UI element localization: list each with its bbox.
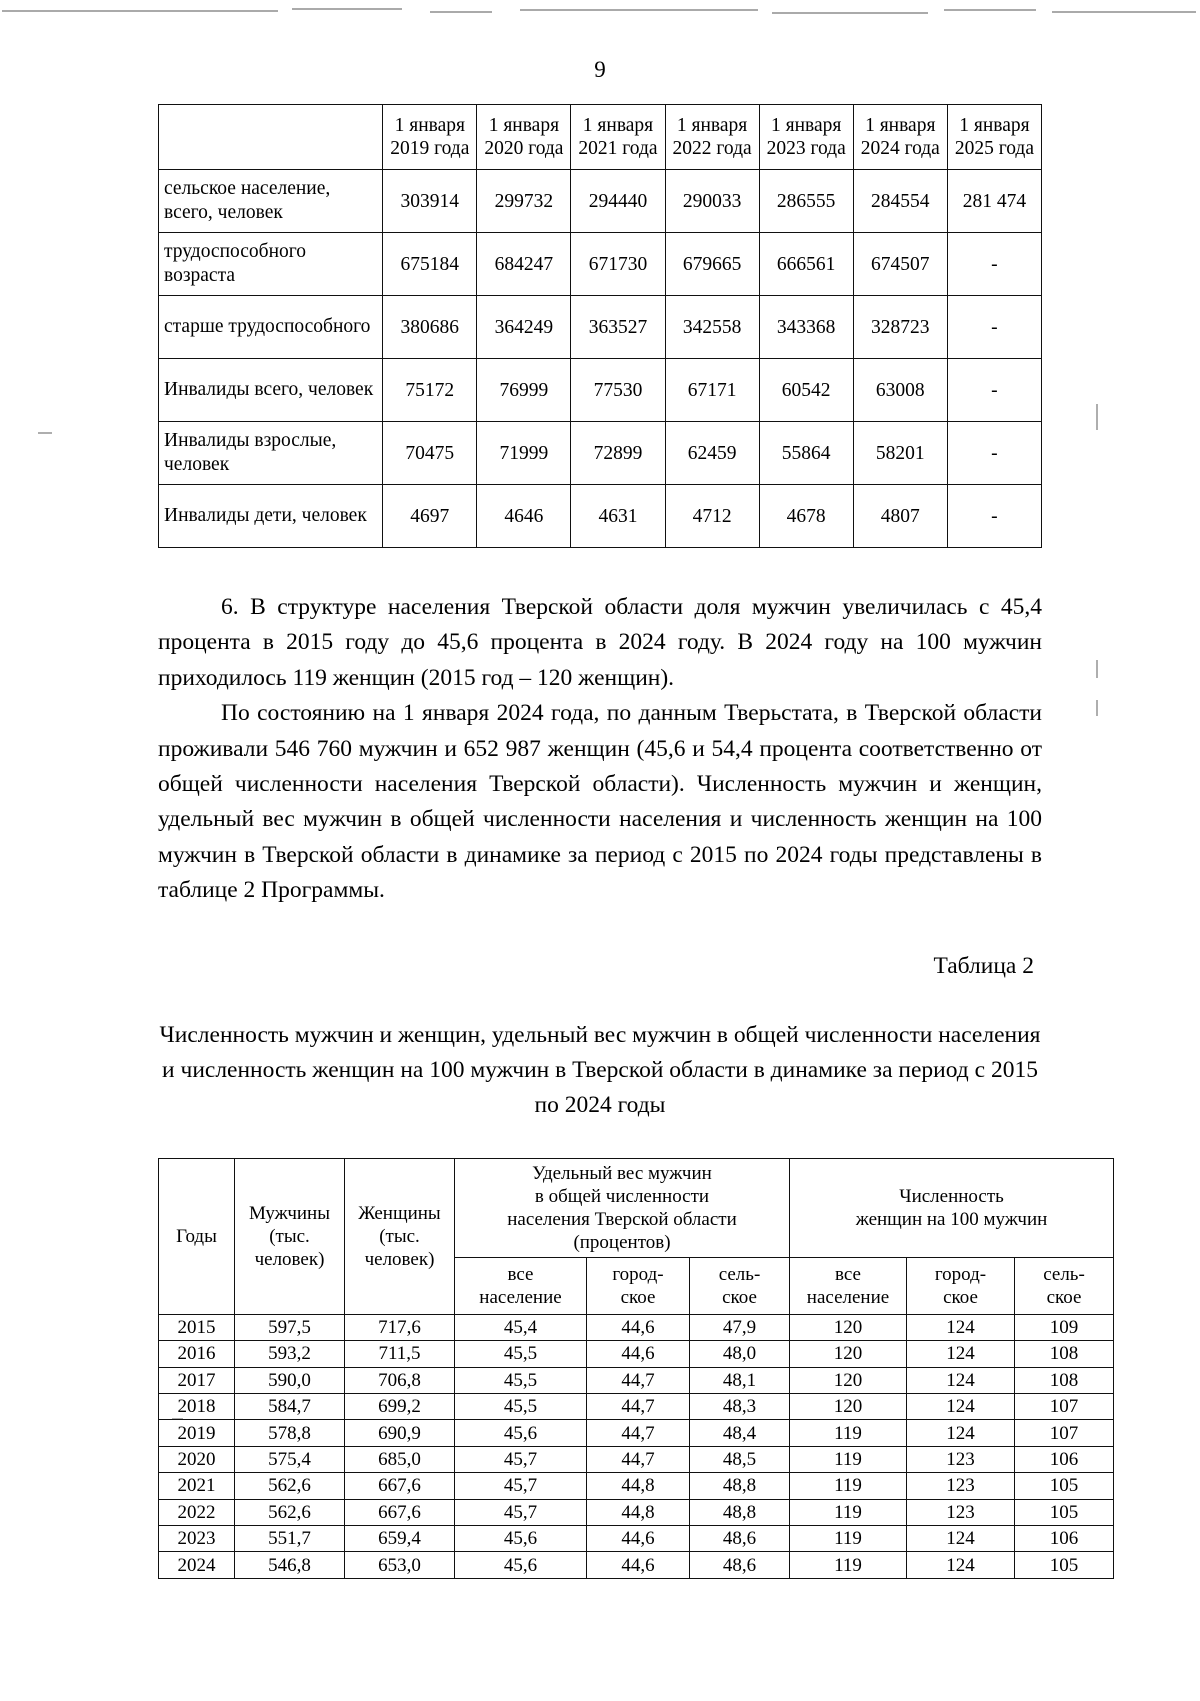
table2-cell-share-urban: 44,8 bbox=[587, 1499, 690, 1525]
table2-cell-per100-rural: 106 bbox=[1015, 1446, 1114, 1472]
table2-cell-per100-urban: 124 bbox=[907, 1341, 1015, 1367]
table1-col-2020 bbox=[477, 105, 571, 170]
table2-sub-per100-urban bbox=[907, 1257, 1015, 1314]
table1-row-label: Инвалиды всего, человек bbox=[159, 359, 383, 422]
table2-cell-per100-rural: 108 bbox=[1015, 1341, 1114, 1367]
table1-col-2019-line2: 2019 года bbox=[390, 138, 470, 159]
table2-cell-per100-all: 119 bbox=[790, 1526, 907, 1552]
table2-col-women bbox=[345, 1158, 455, 1314]
table1-cell: 70475 bbox=[383, 422, 477, 485]
table2-col-men-line2: (тыс. bbox=[269, 1225, 310, 1247]
table2-cell-share-urban: 44,6 bbox=[587, 1552, 690, 1578]
table2-cell-per100-rural: 105 bbox=[1015, 1552, 1114, 1578]
table1-cell: 67171 bbox=[665, 359, 759, 422]
table2-cell-per100-rural: 109 bbox=[1015, 1314, 1114, 1340]
table2-cell-per100-urban: 123 bbox=[907, 1473, 1015, 1499]
table1-cell: 364249 bbox=[477, 296, 571, 359]
table2-cell-per100-rural: 108 bbox=[1015, 1367, 1114, 1393]
table2-cell-share-all: 45,4 bbox=[455, 1314, 587, 1340]
table-row bbox=[159, 1526, 1114, 1552]
table2-cell-men: 562,6 bbox=[235, 1499, 345, 1525]
table1-row-label: Инвалиды взрослые, человек bbox=[159, 422, 383, 485]
table2-cell-women: 667,6 bbox=[345, 1499, 455, 1525]
table2-sub-per100-rural bbox=[1015, 1257, 1114, 1314]
table1-cell: 363527 bbox=[571, 296, 665, 359]
table2-cell-per100-urban: 124 bbox=[907, 1367, 1015, 1393]
table2-cell-women: 659,4 bbox=[345, 1526, 455, 1552]
table2-cell-men: 590,0 bbox=[235, 1367, 345, 1393]
table1-cell: 281 474 bbox=[947, 170, 1041, 233]
table-row bbox=[159, 422, 1042, 485]
table1-col-2023-line1: 1 января bbox=[770, 114, 842, 136]
table2-cell-per100-urban: 124 bbox=[907, 1526, 1015, 1552]
table2-sub-share-rural-line1: сель- bbox=[718, 1263, 761, 1285]
table1-cell: 343368 bbox=[759, 296, 853, 359]
table2-cell-share-all: 45,5 bbox=[455, 1341, 587, 1367]
table1-col-2025-line2: 2025 года bbox=[954, 138, 1034, 159]
table2-cell-per100-all: 119 bbox=[790, 1499, 907, 1525]
table-row bbox=[159, 1446, 1114, 1472]
table2-cell-per100-all: 120 bbox=[790, 1367, 907, 1393]
table1-cell: 675184 bbox=[383, 233, 477, 296]
table-row bbox=[159, 170, 1042, 233]
table2-cell-share-all: 45,6 bbox=[455, 1552, 587, 1578]
table1-col-2021-line2: 2021 года bbox=[578, 138, 658, 159]
table1-cell: - bbox=[947, 233, 1041, 296]
table2-sub-share-urban-line2: ское bbox=[620, 1286, 656, 1308]
table2-sub-share-all-line2: население bbox=[479, 1286, 562, 1308]
table1-col-2023-line2: 2023 года bbox=[766, 138, 846, 159]
table1-cell: 286555 bbox=[759, 170, 853, 233]
table2-group-share-line1: Удельный вес мужчин bbox=[532, 1162, 712, 1184]
table-row bbox=[159, 485, 1042, 548]
table1-header-row bbox=[159, 105, 1042, 170]
table1-cell: 55864 bbox=[759, 422, 853, 485]
table-row bbox=[159, 1420, 1114, 1446]
table2-cell-share-rural: 48,0 bbox=[690, 1341, 790, 1367]
table-row bbox=[159, 1367, 1114, 1393]
table-row bbox=[159, 233, 1042, 296]
table2-header-row-group bbox=[159, 1158, 1114, 1257]
table2-cell-women: 653,0 bbox=[345, 1552, 455, 1578]
table2-cell-share-all: 45,6 bbox=[455, 1526, 587, 1552]
table1-cell: - bbox=[947, 485, 1041, 548]
table2-cell-share-rural: 48,6 bbox=[690, 1552, 790, 1578]
table2-group-share-line3: населения Тверской области bbox=[507, 1208, 737, 1230]
table2-cell-per100-urban: 124 bbox=[907, 1552, 1015, 1578]
table2-sub-share-rural bbox=[690, 1257, 790, 1314]
table2-cell-per100-rural: 105 bbox=[1015, 1473, 1114, 1499]
table1-col-2024-line2: 2024 года bbox=[860, 138, 940, 159]
table-row bbox=[159, 296, 1042, 359]
table2-cell-share-rural: 48,8 bbox=[690, 1499, 790, 1525]
table1-cell: - bbox=[947, 296, 1041, 359]
table1-col-2021-line1: 1 января bbox=[582, 114, 654, 136]
table1-cell: - bbox=[947, 422, 1041, 485]
table2-cell-per100-urban: 124 bbox=[907, 1420, 1015, 1446]
table2-cell-year: 2018 bbox=[159, 1394, 235, 1420]
table1-row-label: сельское население, всего, человек bbox=[159, 170, 383, 233]
table1-cell: 674507 bbox=[853, 233, 947, 296]
table1-cell: 71999 bbox=[477, 422, 571, 485]
table1-col-2025 bbox=[947, 105, 1041, 170]
table-row bbox=[159, 359, 1042, 422]
table2-cell-share-rural: 47,9 bbox=[690, 1314, 790, 1340]
table1-cell: 4631 bbox=[571, 485, 665, 548]
table1-cell: 58201 bbox=[853, 422, 947, 485]
table1-col-2019 bbox=[383, 105, 477, 170]
table1-cell: 63008 bbox=[853, 359, 947, 422]
table2-cell-year: 2016 bbox=[159, 1341, 235, 1367]
table1-cell: 60542 bbox=[759, 359, 853, 422]
table2-cell-women: 717,6 bbox=[345, 1314, 455, 1340]
table2-cell-women: 690,9 bbox=[345, 1420, 455, 1446]
table1-col-2025-line1: 1 января bbox=[959, 114, 1030, 136]
table2-cell-per100-all: 120 bbox=[790, 1341, 907, 1367]
table-row bbox=[159, 1314, 1114, 1340]
table2-cell-per100-all: 120 bbox=[790, 1394, 907, 1420]
table2-cell-share-urban: 44,6 bbox=[587, 1314, 690, 1340]
table2-group-share bbox=[455, 1158, 790, 1257]
table2-group-per100-line1: Численность bbox=[899, 1185, 1004, 1207]
table1-row-label: Инвалиды дети, человек bbox=[159, 485, 383, 548]
table2-cell-share-urban: 44,6 bbox=[587, 1526, 690, 1552]
table2-col-women-line3: человек) bbox=[364, 1248, 435, 1270]
table2-cell-men: 593,2 bbox=[235, 1341, 345, 1367]
table2-cell-share-rural: 48,3 bbox=[690, 1394, 790, 1420]
table2-col-men bbox=[235, 1158, 345, 1314]
table1-cell: 72899 bbox=[571, 422, 665, 485]
table2-cell-share-rural: 48,6 bbox=[690, 1526, 790, 1552]
table2-col-women-line1: Женщины bbox=[358, 1202, 441, 1224]
table2-col-men-line3: человек) bbox=[254, 1248, 325, 1270]
table2-cell-women: 667,6 bbox=[345, 1473, 455, 1499]
table2-sub-share-urban bbox=[587, 1257, 690, 1314]
table2-sub-share-urban-line1: город- bbox=[612, 1263, 664, 1285]
body-text bbox=[158, 590, 1042, 909]
table2-cell-share-urban: 44,6 bbox=[587, 1341, 690, 1367]
table2-cell-share-rural: 48,1 bbox=[690, 1367, 790, 1393]
table2-col-women-line2: (тыс. bbox=[379, 1225, 420, 1247]
table2-cell-per100-rural: 107 bbox=[1015, 1394, 1114, 1420]
table2-cell-men: 575,4 bbox=[235, 1446, 345, 1472]
table1-cell: 62459 bbox=[665, 422, 759, 485]
table1-header bbox=[159, 105, 1042, 170]
table2-cell-share-rural: 48,5 bbox=[690, 1446, 790, 1472]
table2-cell-per100-rural: 105 bbox=[1015, 1499, 1114, 1525]
table-row bbox=[159, 1473, 1114, 1499]
table1-cell: 303914 bbox=[383, 170, 477, 233]
table2-label: Таблица 2 bbox=[933, 952, 1034, 979]
table2-group-per100-line2: женщин на 100 мужчин bbox=[855, 1208, 1048, 1230]
table2-cell-per100-all: 120 bbox=[790, 1314, 907, 1340]
table2-cell-share-all: 45,7 bbox=[455, 1499, 587, 1525]
table2-cell-year: 2022 bbox=[159, 1499, 235, 1525]
table2-cell-men: 578,8 bbox=[235, 1420, 345, 1446]
table1-col-2021 bbox=[571, 105, 665, 170]
table1-row-label: трудоспособного возраста bbox=[159, 233, 383, 296]
table2-cell-year: 2024 bbox=[159, 1552, 235, 1578]
table1-cell: 299732 bbox=[477, 170, 571, 233]
table2-sub-per100-all bbox=[790, 1257, 907, 1314]
table2-sub-share-all-line1: все bbox=[507, 1263, 534, 1285]
table2-cell-per100-all: 119 bbox=[790, 1446, 907, 1472]
table1-col-2020-line2: 2020 года bbox=[484, 138, 564, 159]
paragraph-6: 6. В структуре населения Тверской области доля мужчин увеличилась с 45,4 процента в 2015 году до 45,6 процента в 2024 году. В 2024 году на 100 мужчин приходилось 119 женщин (2015 год – 120 женщин). bbox=[158, 594, 1042, 691]
table2-cell-share-urban: 44,8 bbox=[587, 1473, 690, 1499]
table2-cell-year: 2017 bbox=[159, 1367, 235, 1393]
table1-cell: 75172 bbox=[383, 359, 477, 422]
table2-cell-share-urban: 44,7 bbox=[587, 1394, 690, 1420]
table2-title: Численность мужчин и женщин, удельный вес мужчин в общей численности населения и численность женщин на 100 мужчин в Тверской области в динамике за период с 2015 по 2024 годы bbox=[159, 1021, 1041, 1119]
table1-cell: 328723 bbox=[853, 296, 947, 359]
table1-cell: 342558 bbox=[665, 296, 759, 359]
table1-col-2022-line2: 2022 года bbox=[672, 138, 752, 159]
table2-cell-per100-rural: 106 bbox=[1015, 1526, 1114, 1552]
table2-cell-men: 551,7 bbox=[235, 1526, 345, 1552]
table1-col-2024 bbox=[853, 105, 947, 170]
table-men-women-dynamics bbox=[158, 1158, 1114, 1579]
table1-cell: 4807 bbox=[853, 485, 947, 548]
paragraph-7: По состоянию на 1 января 2024 года, по данным Тверьстата, в Тверской области проживали 546 760 мужчин и 652 987 женщин (45,6 и 54,4 процента соответственно от общей численности населения Тверской области). Численность мужчин и женщин, удельный вес мужчин в общей численности населения и численность женщин на 100 мужчин в Тверской области в динамике за период с 2015 по 2024 годы представлены в таблице 2 Программы. bbox=[158, 700, 1042, 904]
table1-cell: 4678 bbox=[759, 485, 853, 548]
table2-wrapper bbox=[158, 1158, 1085, 1579]
table2-sub-per100-rural-line2: ское bbox=[1046, 1286, 1082, 1308]
table1-col-2022-line1: 1 января bbox=[676, 114, 748, 136]
table1-cell: 666561 bbox=[759, 233, 853, 296]
table1-cell: 77530 bbox=[571, 359, 665, 422]
table2-cell-share-all: 45,5 bbox=[455, 1367, 587, 1393]
table2-cell-year: 2021 bbox=[159, 1473, 235, 1499]
table2-group-share-line2: в общей численности bbox=[534, 1185, 710, 1207]
table2-cell-per100-urban: 124 bbox=[907, 1394, 1015, 1420]
table2-cell-women: 706,8 bbox=[345, 1367, 455, 1393]
table2-cell-year: 2019 bbox=[159, 1420, 235, 1446]
table2-header bbox=[159, 1158, 1114, 1314]
table2-cell-per100-all: 119 bbox=[790, 1552, 907, 1578]
table2-cell-per100-urban: 124 bbox=[907, 1314, 1015, 1340]
table2-cell-share-all: 45,5 bbox=[455, 1394, 587, 1420]
table2-cell-share-all: 45,7 bbox=[455, 1446, 587, 1472]
table2-cell-per100-all: 119 bbox=[790, 1473, 907, 1499]
table-row bbox=[159, 1552, 1114, 1578]
table1-cell: 4697 bbox=[383, 485, 477, 548]
table1-col-2019-line1: 1 января bbox=[394, 114, 465, 136]
table2-cell-women: 699,2 bbox=[345, 1394, 455, 1420]
table2-col-years: Годы bbox=[159, 1158, 235, 1314]
table2-cell-share-urban: 44,7 bbox=[587, 1420, 690, 1446]
table1-col-2024-line1: 1 января bbox=[865, 114, 936, 136]
table2-cell-per100-urban: 123 bbox=[907, 1446, 1015, 1472]
table-row bbox=[159, 1394, 1114, 1420]
table1-cell: 290033 bbox=[665, 170, 759, 233]
table2-cell-men: 597,5 bbox=[235, 1314, 345, 1340]
table2-sub-share-all bbox=[455, 1257, 587, 1314]
table1-row-label: старше трудоспособного bbox=[159, 296, 383, 359]
table2-cell-share-rural: 48,8 bbox=[690, 1473, 790, 1499]
table1-cell: 294440 bbox=[571, 170, 665, 233]
table2-body bbox=[159, 1314, 1114, 1578]
table1-cell: 671730 bbox=[571, 233, 665, 296]
table2-cell-men: 584,7 bbox=[235, 1394, 345, 1420]
table2-sub-per100-all-line2: население bbox=[806, 1286, 890, 1308]
table1-cell: 679665 bbox=[665, 233, 759, 296]
table2-cell-per100-rural: 107 bbox=[1015, 1420, 1114, 1446]
table2-sub-share-rural-line2: ское bbox=[722, 1286, 757, 1308]
table1-cell: 284554 bbox=[853, 170, 947, 233]
table1-cell: 76999 bbox=[477, 359, 571, 422]
page-content bbox=[158, 104, 1085, 1579]
table2-cell-year: 2023 bbox=[159, 1526, 235, 1552]
table1-col-2022 bbox=[665, 105, 759, 170]
table1-col-indicator bbox=[159, 105, 383, 170]
table2-cell-share-urban: 44,7 bbox=[587, 1446, 690, 1472]
table1-cell: 380686 bbox=[383, 296, 477, 359]
table-row bbox=[159, 1499, 1114, 1525]
table2-group-per100 bbox=[790, 1158, 1114, 1257]
table2-sub-per100-rural-line1: сель- bbox=[1043, 1263, 1085, 1285]
table1-cell: 4646 bbox=[477, 485, 571, 548]
table2-col-men-line1: Мужчины bbox=[249, 1202, 330, 1224]
table2-cell-share-rural: 48,4 bbox=[690, 1420, 790, 1446]
table2-cell-year: 2015 bbox=[159, 1314, 235, 1340]
table2-sub-per100-all-line1: все bbox=[835, 1263, 861, 1285]
table2-cell-per100-urban: 123 bbox=[907, 1499, 1015, 1525]
table1-body bbox=[159, 170, 1042, 548]
page-number: 9 bbox=[594, 57, 606, 82]
table1-cell: 684247 bbox=[477, 233, 571, 296]
table1-col-2023 bbox=[759, 105, 853, 170]
table1-cell: - bbox=[947, 359, 1041, 422]
table-rural-population bbox=[158, 104, 1042, 548]
table2-cell-share-all: 45,6 bbox=[455, 1420, 587, 1446]
table2-cell-men: 562,6 bbox=[235, 1473, 345, 1499]
table2-sub-per100-urban-line1: город- bbox=[934, 1263, 987, 1285]
table-row bbox=[159, 1341, 1114, 1367]
table2-cell-share-all: 45,7 bbox=[455, 1473, 587, 1499]
table2-cell-women: 711,5 bbox=[345, 1341, 455, 1367]
table2-cell-share-urban: 44,7 bbox=[587, 1367, 690, 1393]
table2-cell-men: 546,8 bbox=[235, 1552, 345, 1578]
table2-sub-per100-urban-line2: ское bbox=[943, 1286, 978, 1308]
table2-cell-women: 685,0 bbox=[345, 1446, 455, 1472]
table1-cell: 4712 bbox=[665, 485, 759, 548]
table1-col-2020-line1: 1 января bbox=[488, 114, 560, 136]
table2-group-share-line4: (процентов) bbox=[573, 1232, 671, 1254]
table2-cell-year: 2020 bbox=[159, 1446, 235, 1472]
table2-cell-per100-all: 119 bbox=[790, 1420, 907, 1446]
